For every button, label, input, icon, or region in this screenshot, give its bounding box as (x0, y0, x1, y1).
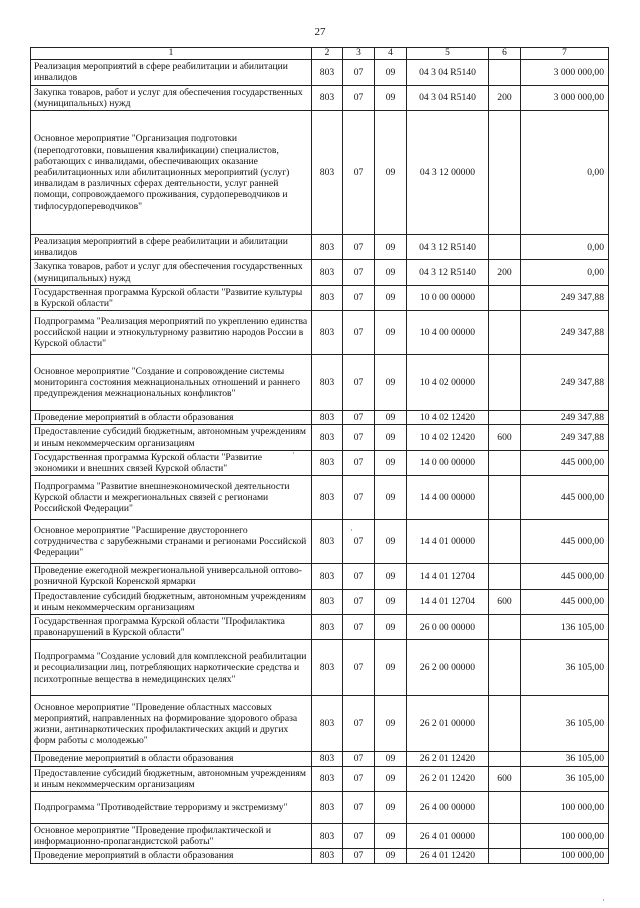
row-code-cell: 10 4 00 00000 (407, 311, 489, 355)
row-sum-cell: 36 105,00 (521, 766, 609, 791)
row-code-cell: 803 (312, 696, 343, 752)
row-code-cell: 09 (375, 696, 407, 752)
row-code-cell: 09 (375, 615, 407, 640)
table-row (31, 589, 609, 614)
row-name-cell: Предоставление субсидий бюджетным, автономным учреждениям и иным некоммерческим организациям (31, 425, 312, 450)
row-code-cell (489, 476, 521, 520)
row-name-cell: Основное мероприятие "Проведение профилактической и информационно-пропагандистской работы" (31, 824, 312, 849)
row-name-cell: Закупка товаров, работ и услуг для обеспечения государственных (муниципальных) нужд (31, 260, 312, 285)
table-row (31, 355, 609, 411)
scan-speck: · (292, 448, 295, 458)
row-code-cell: 803 (312, 792, 343, 824)
row-name-cell: Государственная программа Курской области "Профилактика правонарушений в Курской области" (31, 615, 312, 640)
row-sum-cell: 445 000,00 (521, 520, 609, 564)
row-code-cell: 09 (375, 425, 407, 450)
table-body (31, 60, 609, 863)
row-code-cell: 10 4 02 12420 (407, 411, 489, 425)
row-code-cell: 07 (343, 476, 375, 520)
row-code-cell: 09 (375, 752, 407, 766)
table-row (31, 450, 609, 475)
row-sum-cell: 3 000 000,00 (521, 85, 609, 110)
row-code-cell (489, 450, 521, 475)
row-code-cell: 07 (343, 520, 375, 564)
row-code-cell: 09 (375, 60, 407, 85)
row-code-cell (489, 792, 521, 824)
table-row (31, 849, 609, 863)
row-code-cell: 09 (375, 640, 407, 696)
table-row (31, 425, 609, 450)
row-name-cell: Основное мероприятие "Проведение областных массовых мероприятий, направленных на формирование здорового образа жизни, антинаркотических профилактических акций и других форм работы с молодежью" (31, 696, 312, 752)
row-code-cell: 803 (312, 589, 343, 614)
row-code-cell: 09 (375, 589, 407, 614)
row-code-cell: 04 3 04 R5140 (407, 60, 489, 85)
row-code-cell: 04 3 12 00000 (407, 111, 489, 235)
row-code-cell (489, 355, 521, 411)
row-code-cell: 803 (312, 476, 343, 520)
scan-speck: · (350, 525, 353, 535)
row-code-cell: 14 4 01 00000 (407, 520, 489, 564)
table-row (31, 520, 609, 564)
row-code-cell: 600 (489, 589, 521, 614)
table-row (31, 85, 609, 110)
row-name-cell: Реализация мероприятий в сфере реабилитации и абилитации инвалидов (31, 235, 312, 260)
row-code-cell: 26 2 01 12420 (407, 766, 489, 791)
row-sum-cell: 36 105,00 (521, 696, 609, 752)
table-row (31, 640, 609, 696)
table-row (31, 752, 609, 766)
row-name-cell: Проведение ежегодной межрегиональной универсальной оптово-розничной Курской Коренской ярмарки (31, 564, 312, 589)
row-code-cell: 803 (312, 111, 343, 235)
row-code-cell: 803 (312, 411, 343, 425)
row-name-cell: Проведение мероприятий в области образования (31, 752, 312, 766)
row-sum-cell: 249 347,88 (521, 285, 609, 310)
row-code-cell: 26 4 01 00000 (407, 824, 489, 849)
table-row (31, 311, 609, 355)
row-code-cell: 09 (375, 85, 407, 110)
row-sum-cell: 36 105,00 (521, 752, 609, 766)
row-code-cell: 26 4 01 12420 (407, 849, 489, 863)
row-code-cell: 09 (375, 450, 407, 475)
table-row (31, 792, 609, 824)
row-sum-cell: 445 000,00 (521, 476, 609, 520)
row-code-cell: 26 2 01 00000 (407, 696, 489, 752)
row-code-cell: 09 (375, 311, 407, 355)
row-code-cell (489, 111, 521, 235)
column-header: 5 (407, 48, 489, 60)
row-code-cell: 07 (343, 355, 375, 411)
table-row (31, 235, 609, 260)
row-code-cell (489, 849, 521, 863)
column-header: 1 (31, 48, 312, 60)
table-row (31, 111, 609, 235)
row-code-cell: 04 3 04 R5140 (407, 85, 489, 110)
row-code-cell: 09 (375, 824, 407, 849)
table-row (31, 60, 609, 85)
row-code-cell (489, 235, 521, 260)
row-name-cell: Предоставление субсидий бюджетным, автономным учреждениям и иным некоммерческим организациям (31, 589, 312, 614)
row-code-cell: 803 (312, 752, 343, 766)
row-code-cell: 26 4 00 00000 (407, 792, 489, 824)
row-sum-cell: 0,00 (521, 235, 609, 260)
row-code-cell: 26 2 01 12420 (407, 752, 489, 766)
row-code-cell: 10 4 02 00000 (407, 355, 489, 411)
row-name-cell: Подпрограмма "Противодействие терроризму и экстремизму" (31, 792, 312, 824)
row-code-cell (489, 520, 521, 564)
row-code-cell: 803 (312, 849, 343, 863)
row-code-cell: 803 (312, 520, 343, 564)
column-header: 6 (489, 48, 521, 60)
column-header: 3 (343, 48, 375, 60)
row-code-cell (489, 60, 521, 85)
row-sum-cell: 445 000,00 (521, 450, 609, 475)
row-sum-cell: 100 000,00 (521, 824, 609, 849)
row-code-cell: 200 (489, 260, 521, 285)
row-code-cell (489, 640, 521, 696)
row-code-cell: 600 (489, 425, 521, 450)
row-code-cell: 07 (343, 235, 375, 260)
table-row (31, 824, 609, 849)
row-code-cell: 803 (312, 311, 343, 355)
row-code-cell: 07 (343, 752, 375, 766)
row-code-cell: 803 (312, 640, 343, 696)
row-code-cell: 09 (375, 235, 407, 260)
table-row (31, 696, 609, 752)
row-sum-cell: 249 347,88 (521, 411, 609, 425)
row-code-cell: 09 (375, 520, 407, 564)
row-code-cell: 14 4 01 12704 (407, 564, 489, 589)
row-code-cell: 14 4 00 00000 (407, 476, 489, 520)
column-header: 7 (521, 48, 609, 60)
row-code-cell (489, 752, 521, 766)
row-name-cell: Основное мероприятие "Создание и сопровождение системы мониторинга состояния межнациональных отношений и раннего предупреждения межнациональных конфликтов" (31, 355, 312, 411)
row-code-cell: 04 3 12 R5140 (407, 235, 489, 260)
row-name-cell: Закупка товаров, работ и услуг для обеспечения государственных (муниципальных) нужд (31, 85, 312, 110)
row-code-cell: 09 (375, 564, 407, 589)
row-name-cell: Проведение мероприятий в области образования (31, 849, 312, 863)
row-code-cell: 07 (343, 849, 375, 863)
row-name-cell: Государственная программа Курской области "Развитие экономики и внешних связей Курской области" (31, 450, 312, 475)
row-sum-cell: 445 000,00 (521, 564, 609, 589)
row-code-cell: 07 (343, 564, 375, 589)
row-code-cell: 10 0 00 00000 (407, 285, 489, 310)
row-code-cell (489, 564, 521, 589)
row-code-cell: 803 (312, 355, 343, 411)
row-code-cell: 07 (343, 111, 375, 235)
row-name-cell: Основное мероприятие "Организация подготовки (переподготовки, повышения квалификации) специалистов, работающих с инвалидами, обеспечивающих оказание реабилитационных или абилитационных мероприятий (услуг) инвалидам в различных сферах деятельности, услуг ранней помощи, сопровождаемого проживания, сурдопереводчиков и тифлосурдопереводчиков" (31, 111, 312, 235)
row-code-cell: 803 (312, 235, 343, 260)
row-code-cell: 07 (343, 589, 375, 614)
row-code-cell: 09 (375, 285, 407, 310)
row-sum-cell: 36 105,00 (521, 640, 609, 696)
row-code-cell: 803 (312, 766, 343, 791)
row-name-cell: Реализация мероприятий в сфере реабилитации и абилитации инвалидов (31, 60, 312, 85)
row-code-cell: 07 (343, 411, 375, 425)
row-name-cell: Подпрограмма "Создание условий для комплексной реабилитации и ресоциализации лиц, потребляющих наркотические средства и психотропные вещества в немедицинских целях" (31, 640, 312, 696)
row-code-cell: 803 (312, 60, 343, 85)
row-sum-cell: 100 000,00 (521, 792, 609, 824)
row-code-cell (489, 696, 521, 752)
row-code-cell: 803 (312, 615, 343, 640)
row-code-cell: 07 (343, 260, 375, 285)
row-code-cell: 09 (375, 792, 407, 824)
row-code-cell: 07 (343, 425, 375, 450)
table-row (31, 260, 609, 285)
row-sum-cell: 249 347,88 (521, 311, 609, 355)
row-code-cell: 07 (343, 696, 375, 752)
row-code-cell: 14 0 00 00000 (407, 450, 489, 475)
row-code-cell: 09 (375, 111, 407, 235)
row-name-cell: Предоставление субсидий бюджетным, автономным учреждениям и иным некоммерческим организациям (31, 766, 312, 791)
row-code-cell: 09 (375, 476, 407, 520)
row-code-cell: 07 (343, 60, 375, 85)
row-code-cell: 07 (343, 824, 375, 849)
budget-table (30, 47, 609, 864)
table-row (31, 564, 609, 589)
row-sum-cell: 136 105,00 (521, 615, 609, 640)
row-code-cell: 07 (343, 640, 375, 696)
row-code-cell: 803 (312, 425, 343, 450)
column-header: 2 (312, 48, 343, 60)
row-code-cell: 803 (312, 260, 343, 285)
table-row (31, 285, 609, 310)
row-name-cell: Государственная программа Курской области "Развитие культуры в Курской области" (31, 285, 312, 310)
row-code-cell: 803 (312, 564, 343, 589)
row-code-cell: 09 (375, 411, 407, 425)
row-code-cell: 600 (489, 766, 521, 791)
column-header: 4 (375, 48, 407, 60)
row-code-cell: 04 3 12 R5140 (407, 260, 489, 285)
row-sum-cell: 249 347,88 (521, 425, 609, 450)
row-sum-cell: 0,00 (521, 111, 609, 235)
row-code-cell: 803 (312, 285, 343, 310)
row-code-cell: 10 4 02 12420 (407, 425, 489, 450)
row-sum-cell: 0,00 (521, 260, 609, 285)
row-code-cell (489, 285, 521, 310)
row-code-cell: 26 2 00 00000 (407, 640, 489, 696)
row-sum-cell: 3 000 000,00 (521, 60, 609, 85)
row-code-cell: 803 (312, 824, 343, 849)
table-header-row (31, 48, 609, 60)
row-sum-cell: 100 000,00 (521, 849, 609, 863)
row-sum-cell: 249 347,88 (521, 355, 609, 411)
row-code-cell (489, 311, 521, 355)
row-code-cell (489, 615, 521, 640)
row-code-cell: 09 (375, 260, 407, 285)
row-code-cell: 07 (343, 792, 375, 824)
row-name-cell: Подпрограмма "Развитие внешнеэкономической деятельности Курской области и межрегиональных связей с регионами Российской Федерации" (31, 476, 312, 520)
row-code-cell (489, 411, 521, 425)
row-name-cell: Проведение мероприятий в области образования (31, 411, 312, 425)
table-row (31, 766, 609, 791)
row-code-cell: 07 (343, 85, 375, 110)
row-code-cell: 09 (375, 766, 407, 791)
row-code-cell: 07 (343, 766, 375, 791)
row-code-cell (489, 824, 521, 849)
row-code-cell: 803 (312, 85, 343, 110)
row-sum-cell: 445 000,00 (521, 589, 609, 614)
row-code-cell: 07 (343, 450, 375, 475)
row-code-cell: 803 (312, 450, 343, 475)
scan-speck: · (602, 895, 605, 905)
row-code-cell: 07 (343, 615, 375, 640)
row-name-cell: Основное мероприятие "Расширение двустороннего сотрудничества с зарубежными странами и регионами Российской Федерации" (31, 520, 312, 564)
row-code-cell: 26 0 00 00000 (407, 615, 489, 640)
row-name-cell: Подпрограмма "Реализация мероприятий по укреплению единства российской нации и этнокультурному развитию народов России в Курской области" (31, 311, 312, 355)
row-code-cell: 09 (375, 355, 407, 411)
page-number: 27 (314, 26, 326, 38)
row-code-cell: 200 (489, 85, 521, 110)
table-row (31, 411, 609, 425)
row-code-cell: 07 (343, 285, 375, 310)
table-row (31, 476, 609, 520)
row-code-cell: 07 (343, 311, 375, 355)
row-code-cell: 14 4 01 12704 (407, 589, 489, 614)
table-row (31, 615, 609, 640)
row-code-cell: 09 (375, 849, 407, 863)
